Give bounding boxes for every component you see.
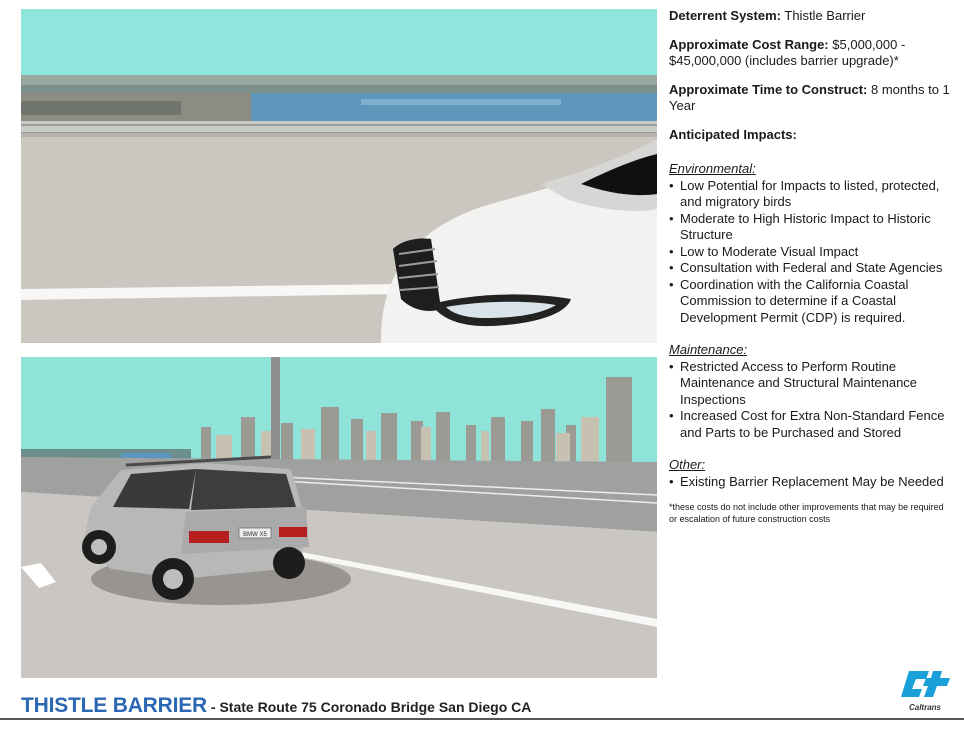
caltrans-logo-icon bbox=[895, 668, 955, 716]
maintenance-section bbox=[669, 342, 953, 441]
cost-footnote: *these costs do not include other improvements that may be required or escalation of future construction costs bbox=[669, 502, 944, 524]
environmental-section bbox=[669, 161, 953, 326]
deterrent-system-label: Deterrent System: bbox=[669, 8, 781, 23]
cost-range-line bbox=[669, 37, 953, 70]
rendering-closeup-image bbox=[21, 9, 657, 343]
deterrent-system-line bbox=[669, 8, 953, 25]
environmental-list bbox=[669, 178, 953, 327]
list-item: • Moderate to High Historic Impact to Historic Structure bbox=[669, 211, 953, 244]
maintenance-title: Maintenance: bbox=[669, 342, 748, 357]
list-item: • Existing Barrier Replacement May be Needed bbox=[669, 474, 953, 491]
list-item: • Restricted Access to Perform Routine Maintenance and Structural Maintenance Inspections bbox=[669, 359, 953, 409]
rendering-suv-image bbox=[21, 357, 657, 678]
environmental-title: Environmental: bbox=[669, 161, 756, 176]
other-section bbox=[669, 457, 953, 490]
maintenance-list bbox=[669, 359, 953, 442]
construction-time-value: 8 months to 1 Year bbox=[669, 81, 950, 113]
footer-title bbox=[21, 694, 531, 718]
barrier-title: THISTLE BARRIER bbox=[21, 694, 208, 717]
list-item: • Consultation with Federal and State Agencies bbox=[669, 260, 953, 277]
list-item: • Coordination with the California Coastal Commission to determine if a Coastal Development Permit (CDP) is required. bbox=[669, 277, 953, 327]
list-item: • Low Potential for Impacts to listed, protected, and migratory birds bbox=[669, 178, 953, 211]
cost-range-label: Approximate Cost Range: bbox=[669, 36, 829, 52]
rendering-closeup bbox=[21, 9, 657, 343]
info-panel bbox=[669, 8, 953, 525]
other-title: Other: bbox=[669, 457, 706, 472]
footer-divider bbox=[0, 718, 964, 720]
caltrans-wordmark: Caltrans bbox=[908, 703, 942, 712]
list-item: • Increased Cost for Extra Non-Standard Fence and Parts to be Purchased and Stored bbox=[669, 408, 953, 441]
construction-time-label: Approximate Time to Construct: bbox=[669, 81, 868, 97]
impacts-heading: Anticipated Impacts: bbox=[669, 126, 797, 142]
other-list bbox=[669, 474, 953, 491]
deterrent-system-value: Thistle Barrier bbox=[784, 8, 866, 23]
location-subtitle: - State Route 75 Coronado Bridge San Diego CA bbox=[207, 699, 532, 715]
caltrans-logo bbox=[895, 668, 955, 716]
construction-time-line bbox=[669, 82, 953, 115]
license-plate-text: BMW X5 bbox=[243, 532, 267, 538]
list-item: • Low to Moderate Visual Impact bbox=[669, 244, 953, 261]
cost-range-value: $5,000,000 - $45,000,000 (includes barrier upgrade)* bbox=[669, 36, 906, 68]
rendering-suv-view bbox=[21, 357, 657, 678]
